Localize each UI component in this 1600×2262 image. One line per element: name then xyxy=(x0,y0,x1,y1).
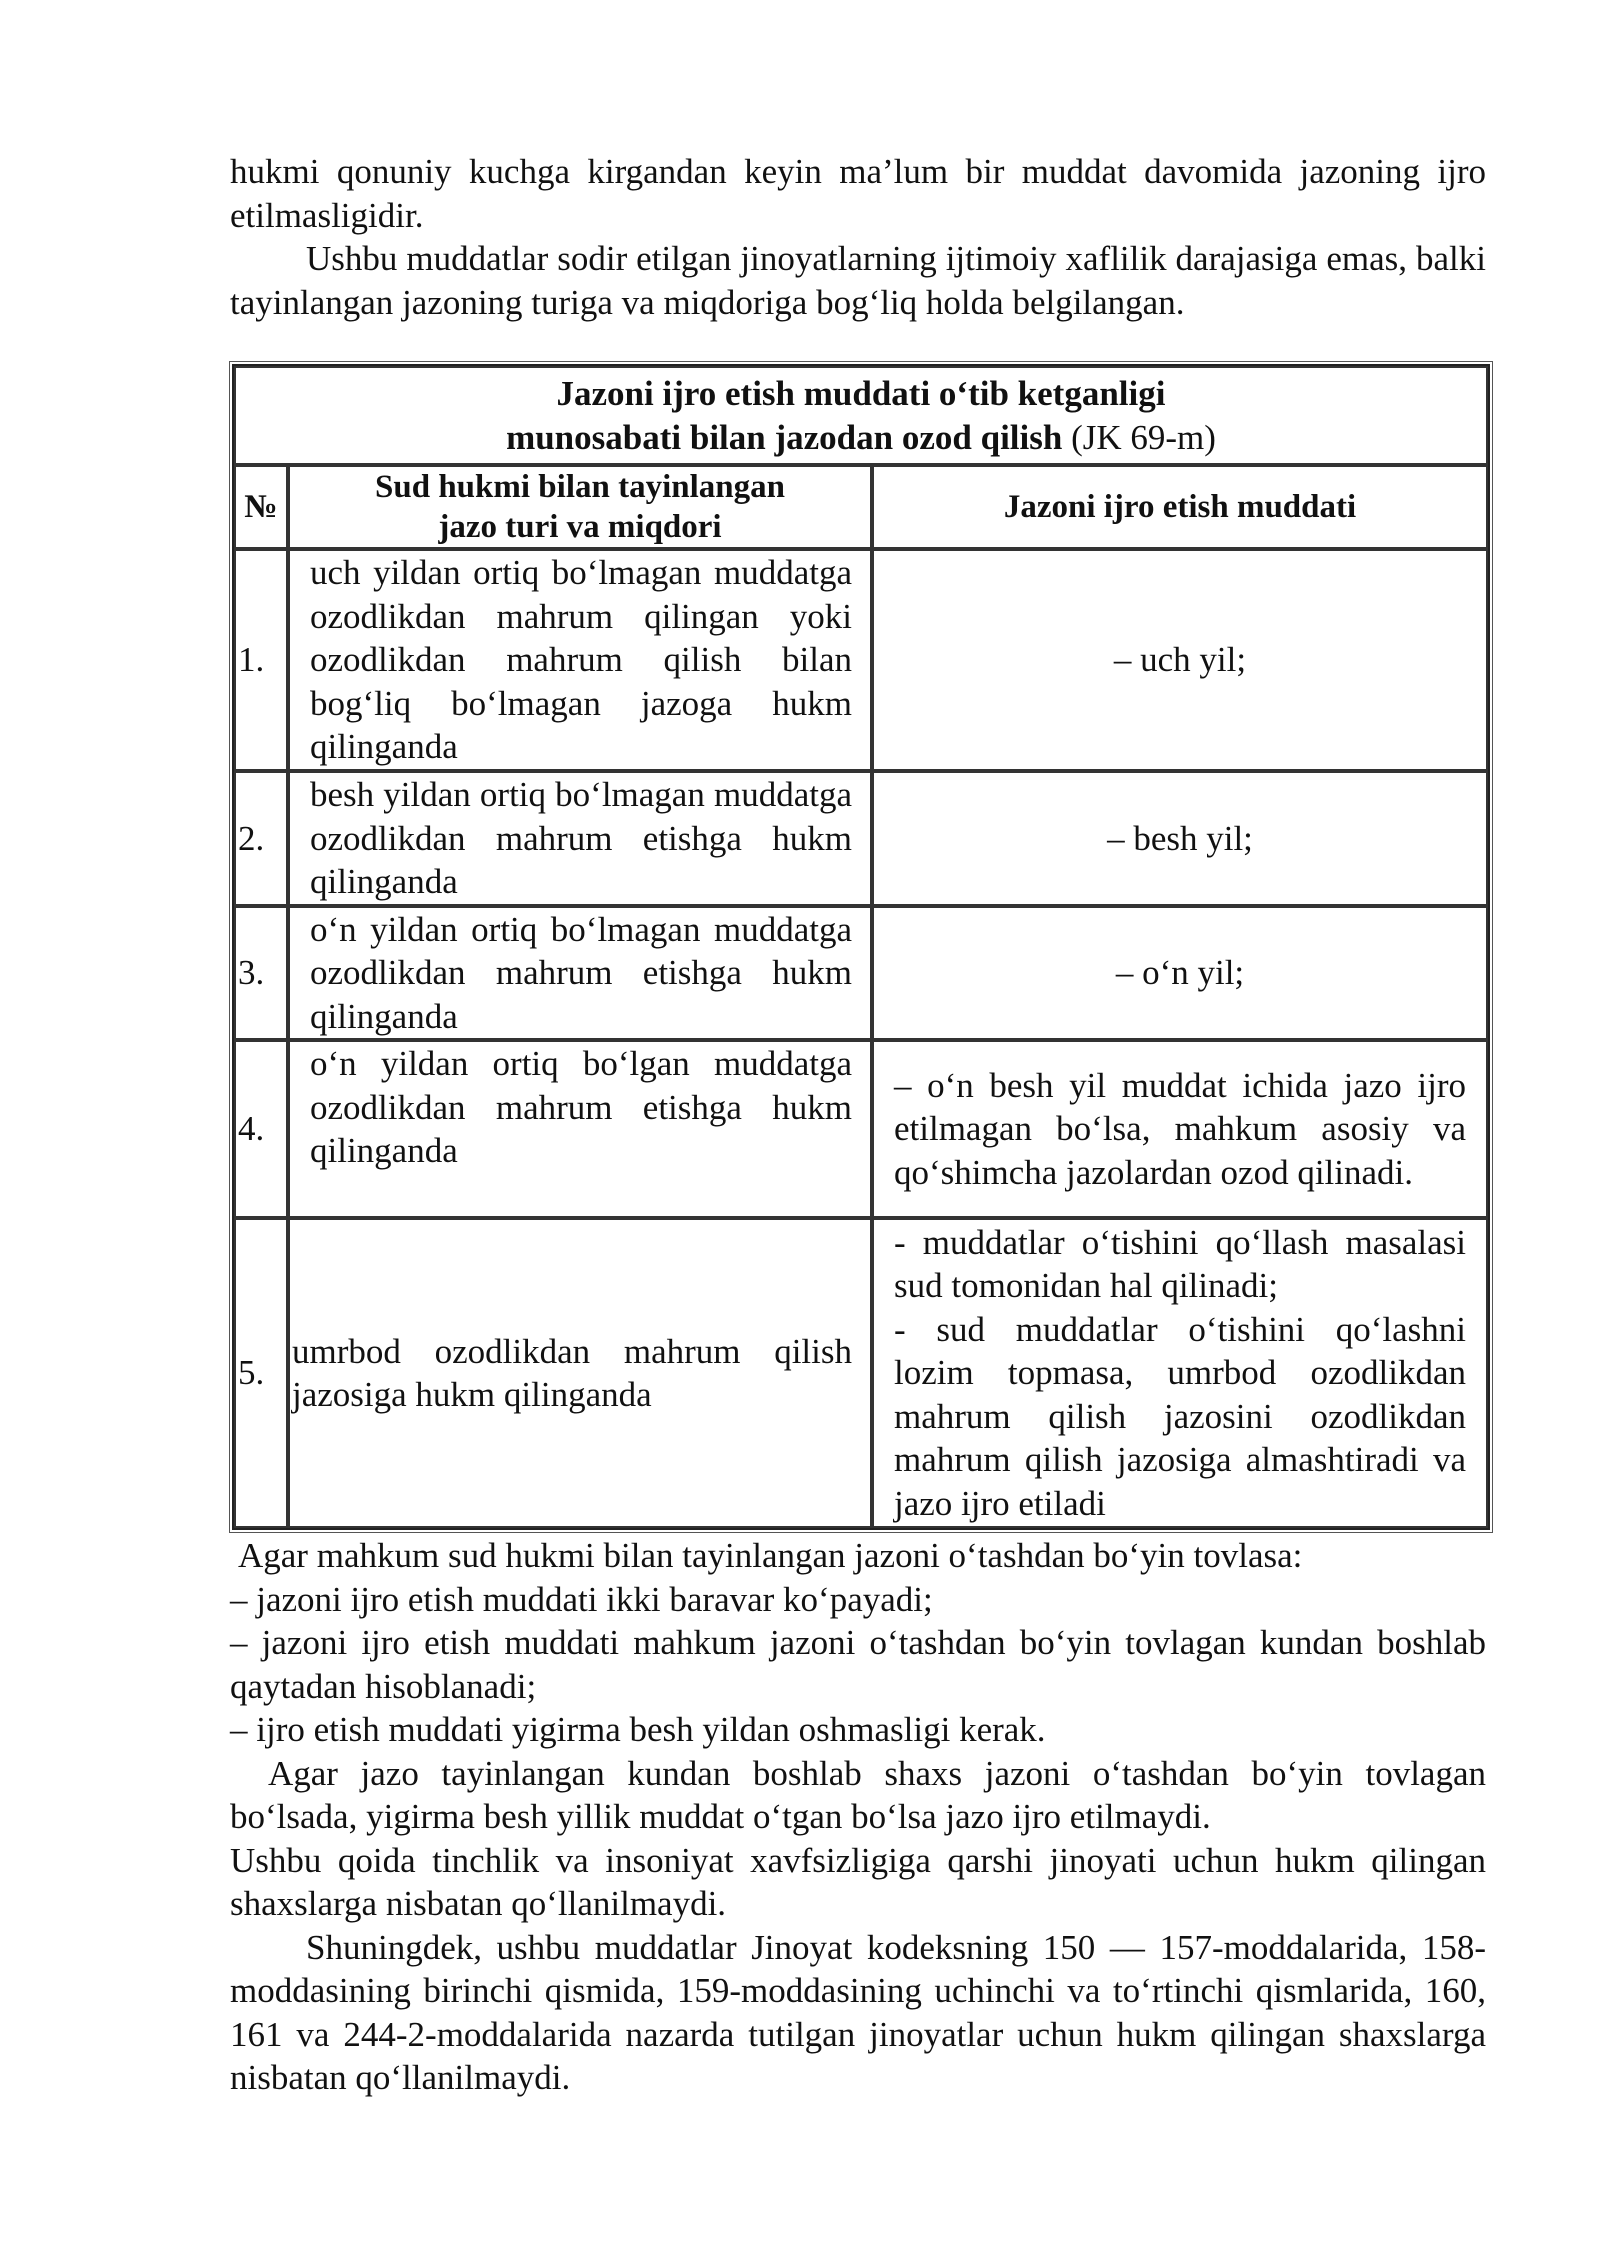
table-header-row xyxy=(234,465,1488,549)
row-number: 3. xyxy=(234,906,288,1041)
table-caption xyxy=(234,366,1488,465)
row-punishment-type: besh yildan ortiq bo‘lmagan muddatga ozodlikdan mahrum etishga hukm qilinganda xyxy=(288,771,872,906)
row-punishment-type: umrbod ozodlikdan mahrum qilish jazosiga hukm qilinganda xyxy=(288,1218,872,1528)
header-type-line2: jazo turi va miqdori xyxy=(438,509,722,545)
row-number: 1. xyxy=(234,549,288,771)
table-row xyxy=(234,906,1488,1041)
escape-paragraph: Agar jazo tayinlangan kundan boshlab shaxs jazoni o‘tashdan bo‘yin tovlagan bo‘lsada, yigirma besh yillik muddat o‘tgan bo‘lsa jazo ijro etilmaydi. xyxy=(230,1753,1486,1836)
evasion-lead: Agar mahkum sud hukmi bilan tayinlangan jazoni o‘tashdan bo‘yin tovlasa: xyxy=(238,1536,1303,1575)
caption-title-line2: munosabati bilan jazodan ozod qilish xyxy=(506,417,1063,457)
term-option-1: - muddatlar o‘tishini qo‘llash masalasi sud tomonidan hal qilinadi; xyxy=(894,1222,1466,1306)
header-execution-term: Jazoni ijro etish muddati xyxy=(872,465,1488,549)
table-caption-row xyxy=(234,366,1488,465)
row-number: 5. xyxy=(234,1218,288,1528)
row-punishment-type: o‘n yildan ortiq bo‘lgan muddatga ozodlikdan mahrum etishga hukm qilinganda xyxy=(288,1040,872,1218)
intro-paragraph-terms: Ushbu muddatlar sodir etilgan jinoyatlarning ijtimoiy xaflilik darajasiga emas, balki tayinlangan jazoning turiga va miqdoriga bog‘liq holda belgilangan. xyxy=(230,239,1486,322)
row-number: 4. xyxy=(234,1040,288,1218)
row-number: 2. xyxy=(234,771,288,906)
table-row xyxy=(234,771,1488,906)
caption-reference: (JK 69-m) xyxy=(1062,417,1216,457)
table-row xyxy=(234,1218,1488,1528)
evasion-bullet-3: – ijro etish muddati yigirma besh yildan oshmasligi kerak. xyxy=(230,1710,1046,1749)
final-paragraph: Shuningdek, ushbu muddatlar Jinoyat kodeksning 150 — 157-moddalarida, 158-moddasining birinchi qismida, 159-moddasining uchinchi va to‘rtinchi qismlarida, 160, 161 va 244-2-moddalarida nazarda tutilgan jinoyatlar uchun hukm qilingan shaxslarga nisbatan qo‘llanilmaydi. xyxy=(230,1927,1486,2097)
evasion-bullet-1: – jazoni ijro etish muddati ikki baravar ko‘payadi; xyxy=(230,1579,933,1619)
statute-table-wrapper xyxy=(230,364,1486,1530)
row-execution-term xyxy=(872,1218,1488,1528)
statute-limitations-table xyxy=(232,364,1490,1530)
table-row xyxy=(234,549,1488,771)
row-execution-term: – o‘n yil; xyxy=(872,906,1488,1041)
header-punishment-type xyxy=(288,465,872,549)
table-row xyxy=(234,1040,1488,1218)
header-type-line1: Sud hukmi bilan tayinlangan xyxy=(375,469,785,505)
row-execution-term: – uch yil; xyxy=(872,549,1488,771)
caption-title-line1: Jazoni ijro etish muddati o‘tib ketganligi xyxy=(556,374,1166,413)
row-punishment-type: uch yildan ortiq bo‘lmagan muddatga ozodlikdan mahrum qilingan yoki ozodlikdan mahrum qilish bilan bog‘liq bo‘lmagan jazoga hukm qilinganda xyxy=(288,549,872,771)
row-execution-term: – besh yil; xyxy=(872,771,1488,906)
row-punishment-type: o‘n yildan ortiq bo‘lmagan muddatga ozodlikdan mahrum etishga hukm qilinganda xyxy=(288,906,872,1041)
evasion-bullet-2: – jazoni ijro etish muddati mahkum jazoni o‘tashdan bo‘yin tovlagan kundan boshlab qaytadan hisoblanadi; xyxy=(230,1623,1486,1706)
term-option-2: - sud muddatlar o‘tishini qo‘lashni lozim topmasa, umrbod ozodlikdan mahrum qilish jazosini ozodlikdan mahrum qilish jazosiga almashtiradi va jazo ijro etiladi xyxy=(894,1309,1466,1523)
header-number: № xyxy=(234,465,288,549)
document-page xyxy=(230,150,1486,2100)
row-execution-term: – o‘n besh yil muddat ichida jazo ijro etilmagan bo‘lsa, mahkum asosiy va qo‘shimcha jazolardan ozod qilinadi. xyxy=(872,1040,1488,1218)
rule-paragraph: Ushbu qoida tinchlik va insoniyat xavfsizligiga qarshi jinoyati uchun hukm qilingan shaxslarga nisbatan qo‘llanilmaydi. xyxy=(230,1840,1486,1923)
intro-paragraph-continued: hukmi qonuniy kuchga kirgandan keyin ma’lum bir muddat davomida jazoning ijro etilmasligidir. xyxy=(230,152,1486,235)
